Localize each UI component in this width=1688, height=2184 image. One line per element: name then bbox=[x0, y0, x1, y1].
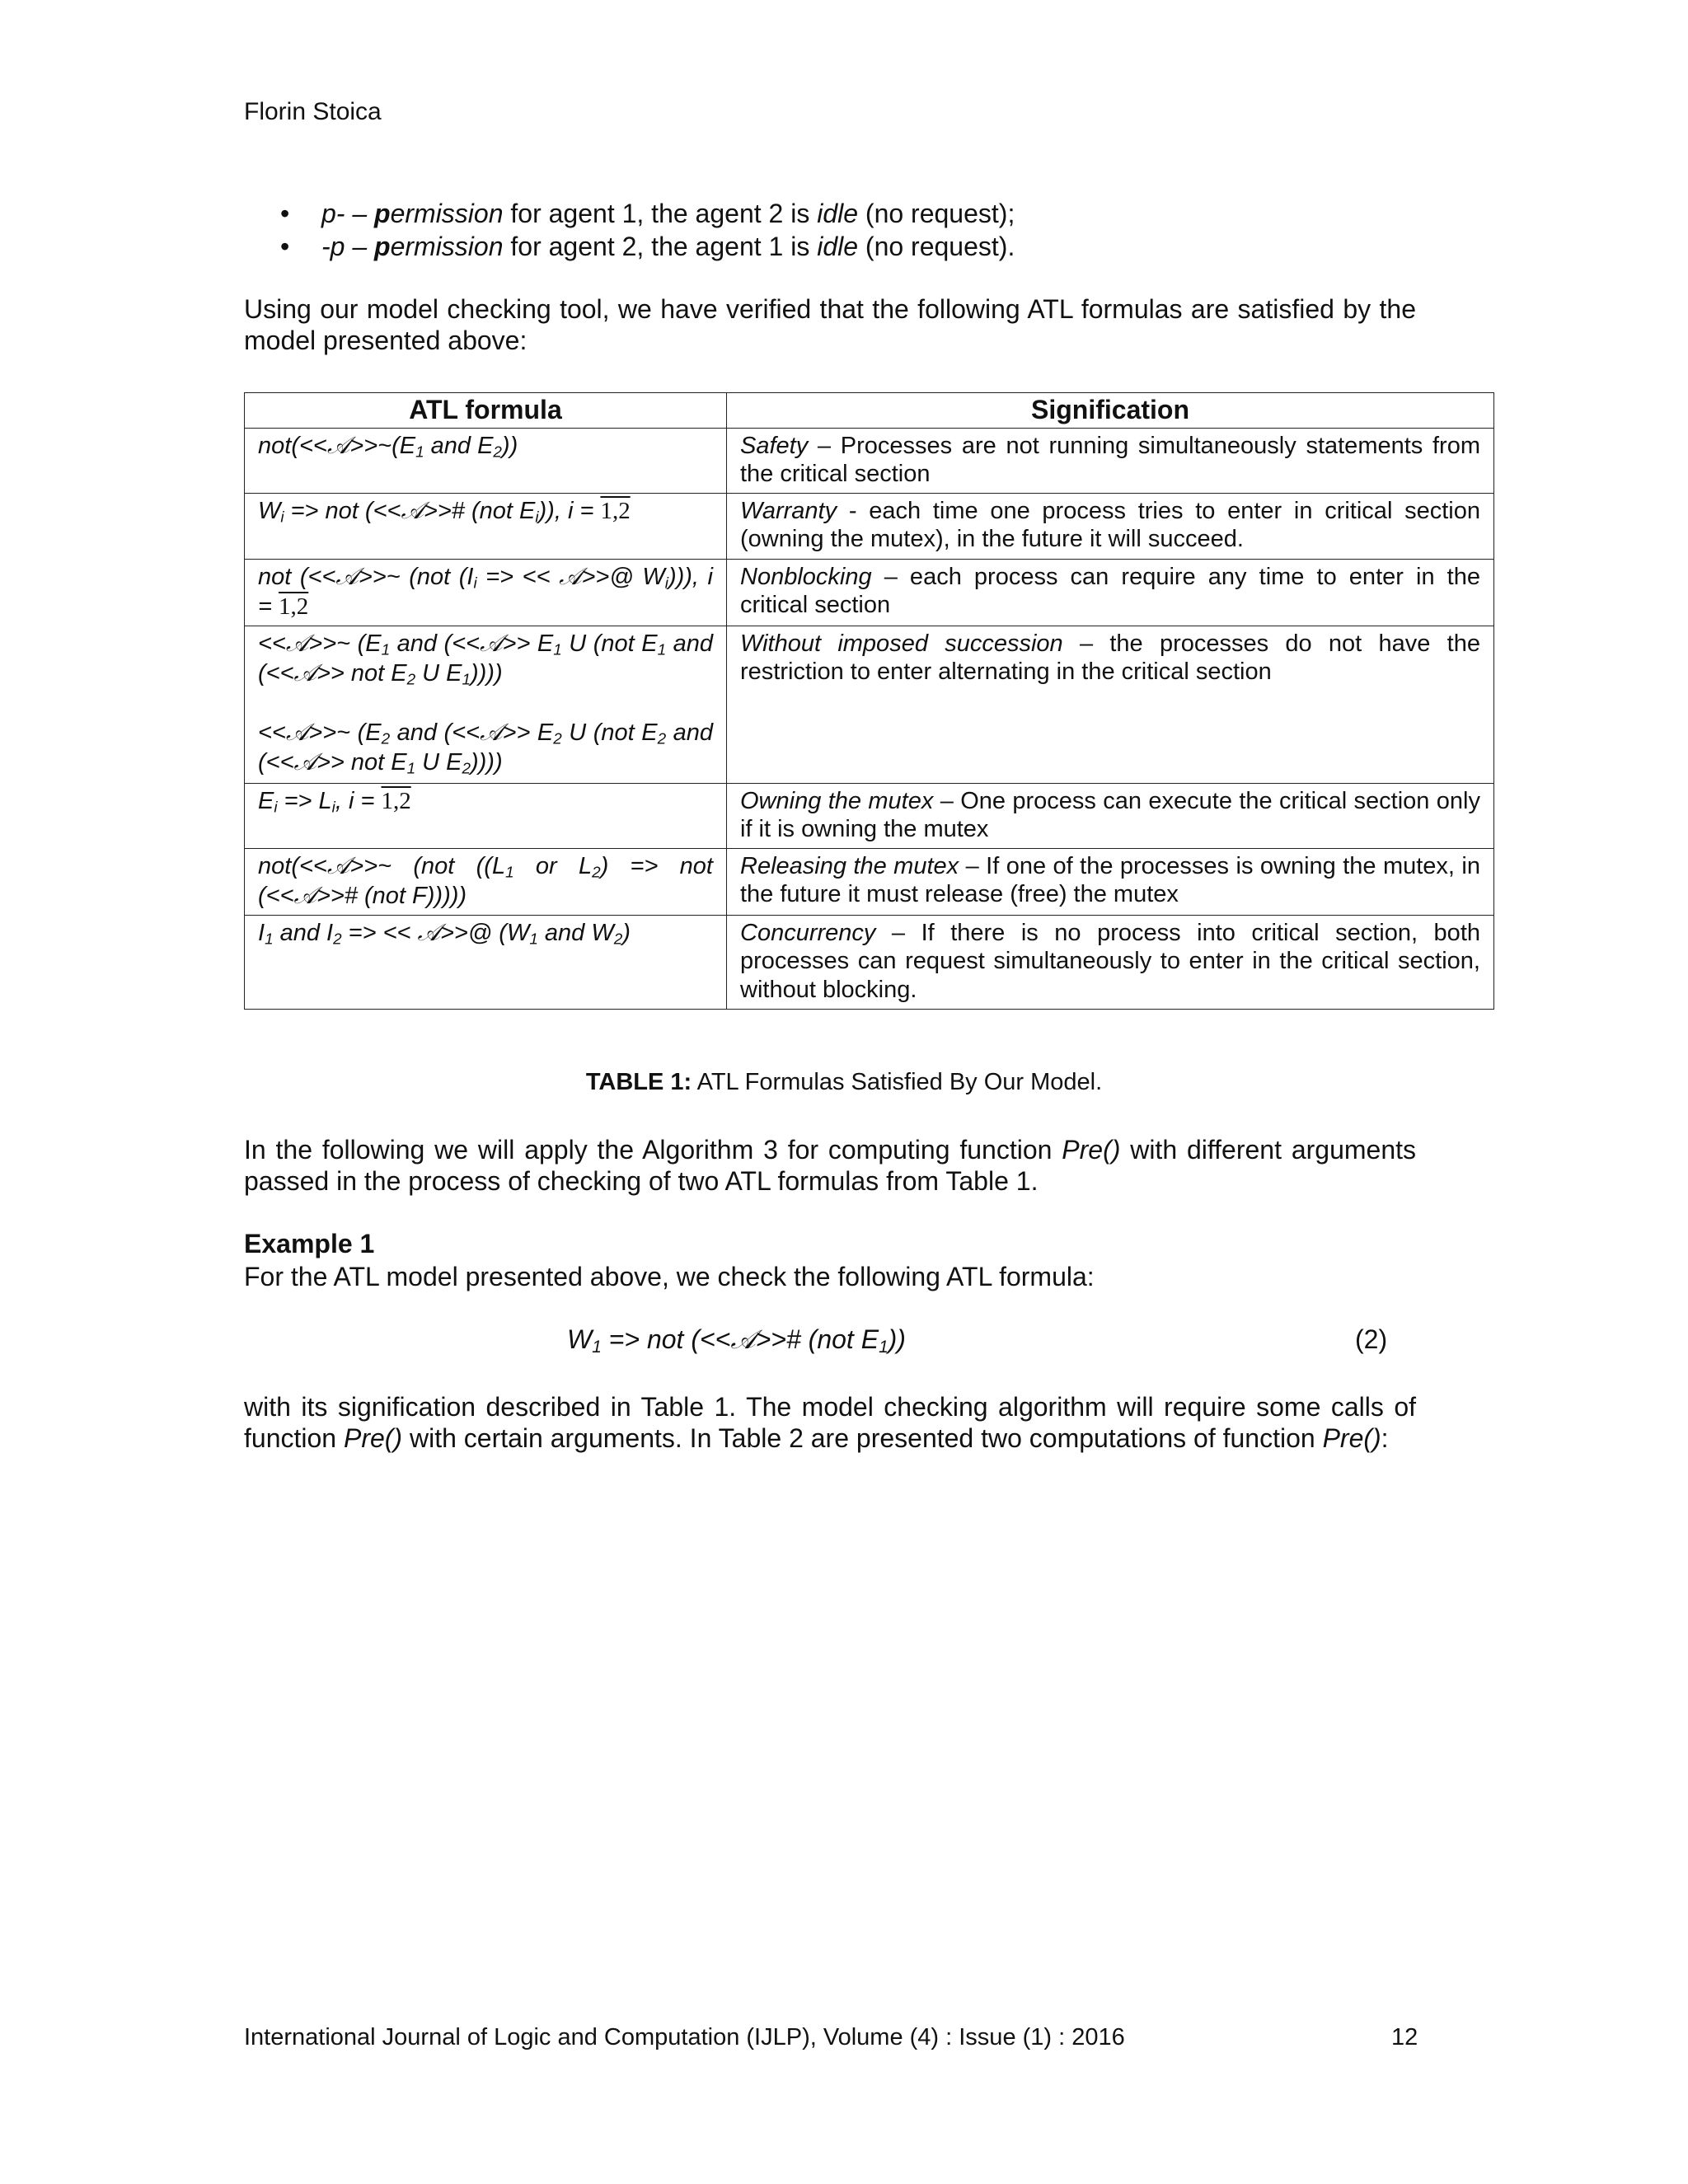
paragraph-text: with its signification described in Table 1. The model checking algorithm will require some calls of function bbox=[244, 1392, 1416, 1454]
signification-cell bbox=[727, 848, 1494, 915]
example-heading: Example 1 bbox=[244, 1229, 375, 1258]
page-number: 12 bbox=[1391, 2024, 1418, 2050]
property-name: Releasing the mutex bbox=[740, 852, 959, 879]
formula-cell: not(<<𝒜>>~ (not (($L_1$ or $L_2$) => not (<<𝒜>># (not F))))) bbox=[245, 848, 727, 915]
property-description: – One process can execute the critical section only if it is owning the mutex bbox=[740, 787, 1480, 842]
bullet-bold-letter: p bbox=[374, 232, 391, 262]
function-name: Pre() bbox=[343, 1423, 403, 1454]
signification-cell bbox=[727, 916, 1494, 1010]
property-name: Nonblocking bbox=[740, 563, 872, 590]
bullet-keyword: ermission bbox=[390, 199, 504, 228]
formula-cell: $E_i => L_i$, i = 1,2 bbox=[245, 783, 727, 848]
signification-cell bbox=[727, 626, 1494, 783]
paragraph-text: with certain arguments. In Table 2 are presented two computations of function bbox=[402, 1423, 1323, 1454]
property-name: Without imposed succession bbox=[740, 630, 1063, 657]
property-name: Owning the mutex bbox=[740, 787, 934, 814]
equation-formula: $W_1$ => not (<<𝒜>># (not $E_1$)) bbox=[567, 1324, 906, 1357]
formula-cell: <<𝒜>>~ ($E_1$ and (<<𝒜>> $E_1$ U (not $E_1$ and (<<𝒜>> not $E_2$ U $E_1$)))) <<𝒜>>~ ($E_2$ and (<<𝒜>> $E_2$ U (not $E_2$ and (<<𝒜>> not $E_1$ U $E_2$)))) bbox=[245, 626, 727, 783]
bullet-text-end: (no request); bbox=[858, 199, 1015, 228]
atl-formula-table bbox=[244, 392, 1494, 1010]
bullet-item bbox=[280, 231, 1434, 262]
property-description: – the processes do not have the restriction to enter alternating in the critical section bbox=[740, 630, 1480, 685]
running-header-author: Florin Stoica bbox=[244, 98, 382, 125]
table-row bbox=[245, 494, 1494, 559]
index-range: 1,2 bbox=[381, 787, 411, 814]
property-description: – If there is no process into critical section, both processes can request simultaneously to enter in the critical section, without blocking. bbox=[740, 920, 1480, 1003]
function-name: Pre() bbox=[1322, 1423, 1381, 1454]
table-row bbox=[245, 626, 1494, 783]
bullet-text: for agent 1, the agent 2 is bbox=[503, 199, 818, 228]
column-header-formula: ATL formula bbox=[245, 393, 727, 429]
equation-number: (2) bbox=[1355, 1324, 1388, 1354]
signification-cell bbox=[727, 559, 1494, 626]
bullet-item bbox=[280, 198, 1434, 229]
caption-text: ATL Formulas Satisfied By Our Model. bbox=[692, 1069, 1103, 1095]
table-header-row bbox=[245, 393, 1494, 429]
signification-cell bbox=[727, 783, 1494, 848]
property-description: – Processes are not running simultaneously statements from the critical section bbox=[740, 432, 1480, 487]
table-row bbox=[245, 559, 1494, 626]
bullet-symbol: p- – bbox=[321, 199, 375, 228]
formula-cell: $I_1$ and $I_2$ => << 𝒜>>@ ($W_1$ and $W_2$) bbox=[245, 916, 727, 1010]
bullet-symbol: -p – bbox=[321, 232, 375, 262]
paragraph-text: In the following we will apply the Algorithm 3 for computing function bbox=[244, 1135, 1062, 1165]
property-description: - each time one process tries to enter in critical section (owning the mutex), in the future it will succeed. bbox=[740, 498, 1480, 553]
formula-cell: $not(<<𝒜>>\sim(E_1$ and $E_2$)) bbox=[245, 428, 727, 493]
bullet-list bbox=[280, 198, 1434, 265]
property-name: Concurrency bbox=[740, 920, 876, 947]
index-range: 1,2 bbox=[279, 593, 309, 620]
table-row bbox=[245, 848, 1494, 915]
index-range: 1,2 bbox=[600, 498, 631, 525]
bullet-text-end: (no request). bbox=[858, 232, 1015, 262]
intro-paragraph: Using our model checking tool, we have verified that the following ATL formulas are satisfied by the model presented above: bbox=[244, 294, 1416, 356]
table-caption bbox=[0, 1068, 1688, 1097]
table-row bbox=[245, 916, 1494, 1010]
bullet-keyword: ermission bbox=[390, 232, 504, 262]
table-row bbox=[245, 428, 1494, 493]
bullet-text: for agent 2, the agent 1 is bbox=[503, 232, 818, 262]
signification-cell bbox=[727, 494, 1494, 559]
table-row bbox=[245, 783, 1494, 848]
caption-label: TABLE 1: bbox=[585, 1069, 692, 1095]
footer-journal: International Journal of Logic and Computation (IJLP), Volume (4) : Issue (1) : 2016 bbox=[244, 2024, 1125, 2050]
paragraph-model-checking bbox=[244, 1391, 1416, 1455]
paragraph-algorithm bbox=[244, 1134, 1416, 1197]
property-description: – If one of the processes is owning the mutex, in the future it must release (free) the mutex bbox=[740, 852, 1481, 908]
paragraph-text: with different arguments passed in the process of checking of two ATL formulas from Table 1. bbox=[244, 1135, 1417, 1197]
formula-cell: not (<<𝒜>>~ (not ($I_i$ => << 𝒜>>@ $W_i$))), i = 1,2 bbox=[245, 559, 727, 626]
bullet-italic-word: idle bbox=[817, 199, 859, 228]
bullet-bold-letter: p bbox=[374, 199, 391, 228]
property-name: Warranty bbox=[740, 498, 837, 525]
example-intro: For the ATL model presented above, we check the following ATL formula: bbox=[244, 1262, 1095, 1291]
formula-cell: $W_i$ => not (<<𝒜>># (not $E_i$)), i = 1,2 bbox=[245, 494, 727, 559]
property-name: Safety bbox=[740, 432, 809, 459]
column-header-signification: Signification bbox=[727, 393, 1494, 429]
signification-cell bbox=[727, 428, 1494, 493]
function-name: Pre() bbox=[1062, 1135, 1121, 1165]
bullet-italic-word: idle bbox=[817, 232, 859, 262]
paragraph-text: : bbox=[1381, 1423, 1389, 1454]
property-description: – each process can require any time to enter in the critical section bbox=[740, 563, 1480, 618]
